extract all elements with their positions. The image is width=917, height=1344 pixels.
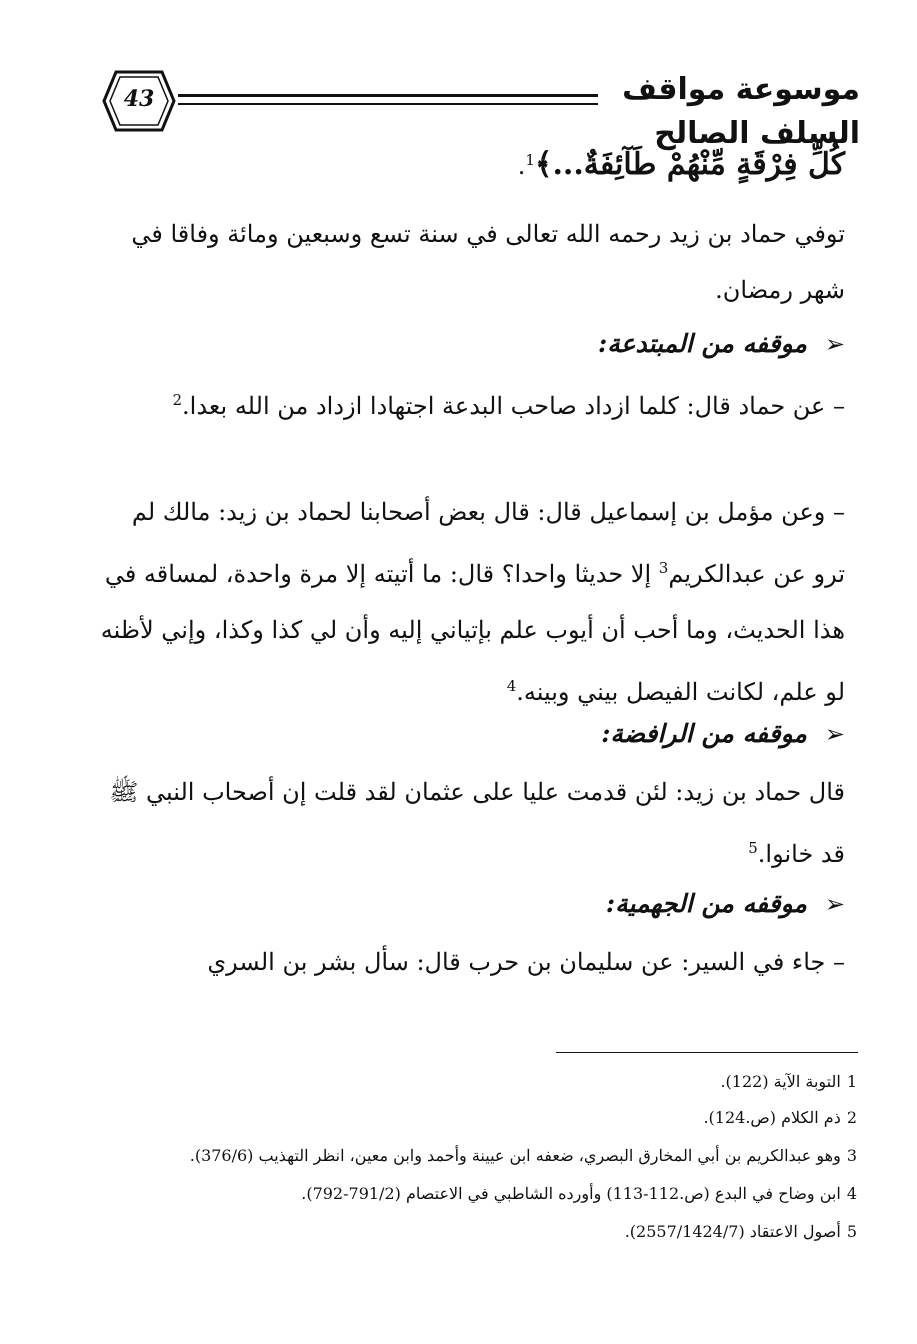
quran-verse: كُلِّ فِرْقَةٍ مِّنْهُمْ طَآئِفَةٌ...﴾$^1$. (517, 147, 845, 182)
footnote-text: التوبة الآية (122). (720, 1072, 841, 1091)
page-number: 43 (123, 86, 155, 112)
arrow-bullet-icon: ➢ (824, 330, 845, 358)
footnote-number: 5 (846, 1222, 857, 1241)
paragraph-text: توفي حماد بن زيد رحمه الله تعالى في سنة تسع وسبعين ومائة وفاقا في شهر رمضان. (131, 220, 845, 304)
footnote-number: 4 (846, 1184, 857, 1203)
paragraph-text: قال حماد بن زيد: لئن قدمت عليا على عثمان لقد قلت إن أصحاب النبي ﷺ قد خانوا. (109, 778, 845, 868)
footnote-text: أصول الاعتقاد (2557/1424/7). (624, 1222, 841, 1241)
paragraph-text-cont: إلا حديثا واحدا؟ قال: ما أتيته إلا مرة واحدة، لمساقه في هذا الحديث، وما أحب أن أيوب علم بإتياني إليه وأن لي كذا وكذا، وإني لأظنه لو علم، لكانت الفيصل بيني وبينه. (100, 560, 845, 706)
footnote-ref: 5 (748, 839, 758, 857)
footnote-ref: 1 (525, 151, 535, 169)
footnote-2 (97, 1098, 857, 1138)
footnote-number: 1 (846, 1072, 857, 1091)
footnote-number: 3 (846, 1146, 857, 1165)
footnote-3 (97, 1136, 857, 1176)
section-heading: موقفه من الجهمية: (605, 889, 807, 918)
footnote-1 (97, 1062, 857, 1102)
book-title: موسوعة مواقف السلف الصالح (622, 72, 860, 151)
header-rule-thin (178, 104, 598, 105)
footnote-4 (97, 1174, 857, 1214)
heading-jahmiyya (100, 876, 845, 932)
heading-rafida (100, 706, 845, 762)
footnote-text: ذم الكلام (ص.124). (703, 1108, 841, 1127)
page-header (100, 66, 860, 151)
paragraph-text: – وعن مؤمل بن إسماعيل قال: قال بعض أصحابنا لحماد بن زيد: مالك لم ترو عن عبدالكريم (131, 498, 845, 588)
paragraph-jahmiyya (100, 934, 845, 990)
paragraph-innovator-quote (100, 372, 845, 434)
footnote-ref: 4 (506, 677, 517, 695)
arrow-bullet-icon: ➢ (824, 890, 845, 918)
paragraph-rafida (100, 764, 845, 882)
arrow-bullet-icon: ➢ (824, 720, 845, 748)
paragraph-abdulkarim (100, 484, 845, 720)
paragraph-death (100, 206, 845, 318)
section-heading: موقفه من الرافضة: (601, 719, 807, 748)
footnote-separator (556, 1052, 858, 1053)
paragraph-text: – جاء في السير: عن سليمان بن حرب قال: سأل بشر بن السري (207, 948, 845, 976)
footnote-number: 2 (846, 1108, 857, 1127)
footnote-ref: 3 (658, 559, 669, 577)
footnote-text: وهو عبدالكريم بن أبي المخارق البصري، ضعفه ابن عيينة وأحمد وابن معين، انظر التهذيب (376/6). (189, 1146, 841, 1165)
paragraph-text: – عن حماد قال: كلما ازداد صاحب البدعة اجتهادا ازداد من الله بعدا. (182, 392, 845, 420)
heading-innovators (100, 316, 845, 372)
footnote-ref: 2 (172, 391, 183, 409)
footnote-text: ابن وضاح في البدع (ص.112-113) وأورده الشاطبي في الاعتصام (791/2-792). (301, 1184, 841, 1203)
section-heading: موقفه من المبتدعة: (597, 329, 807, 358)
quran-text: كُلِّ فِرْقَةٍ مِّنْهُمْ طَآئِفَةٌ...﴾ (534, 147, 845, 182)
page-number-badge (102, 70, 176, 132)
footnote-5 (97, 1212, 857, 1252)
